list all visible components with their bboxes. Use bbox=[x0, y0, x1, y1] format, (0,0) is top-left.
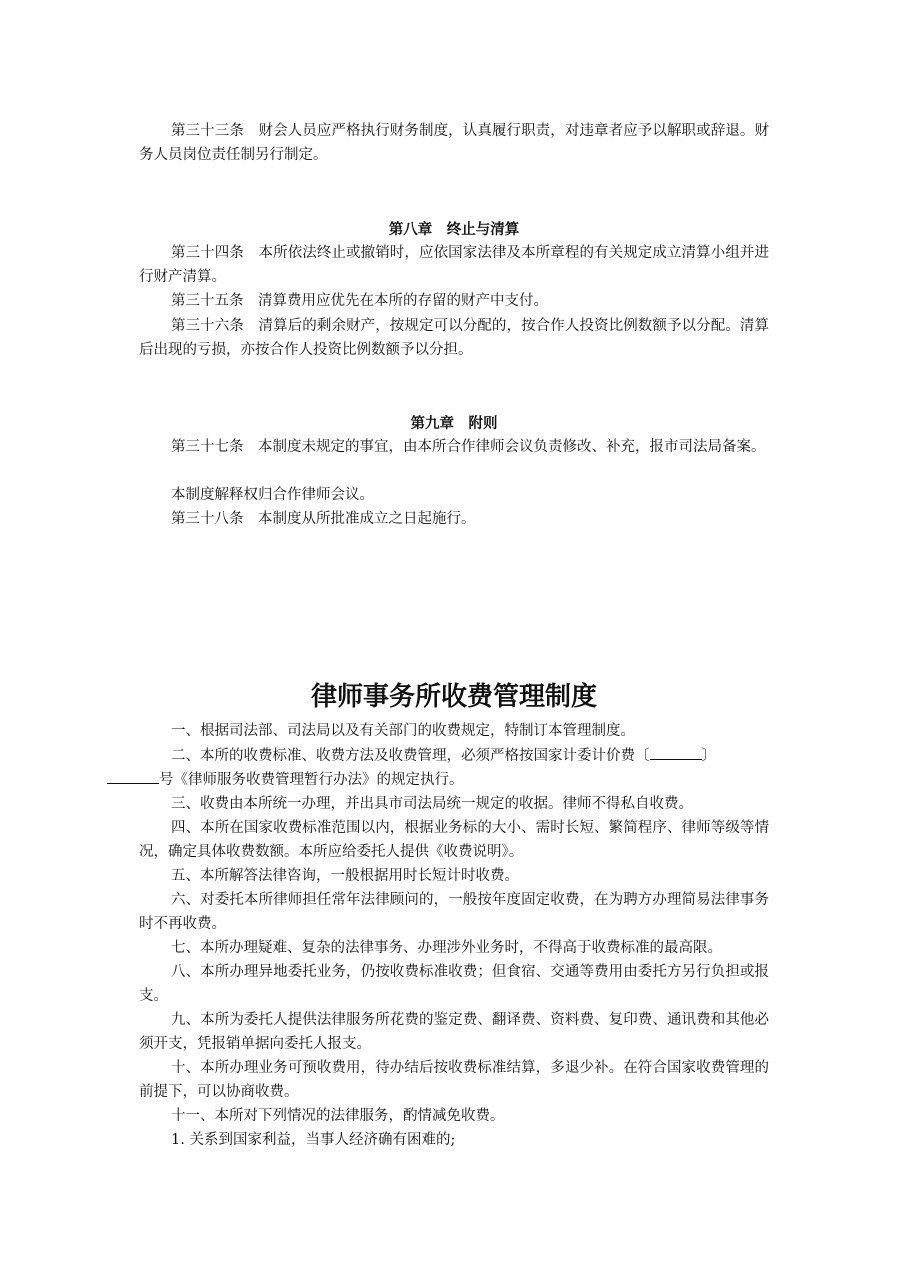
fee-clause-2-part-c: 号《律师服务收费管理暂行办法》的规定执行。 bbox=[159, 771, 464, 788]
fee-clause-2-part-b: 〕 bbox=[701, 748, 716, 764]
blank-line bbox=[107, 769, 159, 784]
fee-clause-5: 五、本所解答法律咨询，一般根据用时长短计时收费。 bbox=[171, 868, 519, 884]
fee-clause-8: 八、本所办理异地委托业务，仍按收费标准收费；但食宿、交通等费用由委托方另行负担或报支。 bbox=[139, 964, 769, 1004]
blank-line bbox=[650, 745, 702, 760]
chapter-8-title: 第八章 终止与清算 bbox=[388, 221, 520, 238]
fee-clause-3: 三、收费由本所统一办理，并出具市司法局统一规定的收据。律师不得私自收费。 bbox=[171, 796, 693, 812]
fee-clause-1: 一、根据司法部、司法局以及有关部门的收费规定，特制订本管理制度。 bbox=[171, 723, 635, 739]
fee-clause-7: 七、本所办理疑难、复杂的法律事务、办理涉外业务时，不得高于收费标准的最高限。 bbox=[171, 940, 722, 956]
article-34: 第三十四条 本所依法终止或撤销时，应依国家法律及本所章程的有关规定成立清算小组并进行财产清算。 bbox=[139, 245, 769, 285]
article-37: 第三十七条 本制度未规定的事宜，由本所合作律师会议负责修改、补充，报市司法局备案。 bbox=[171, 439, 766, 455]
article-35: 第三十五条 清算费用应优先在本所的存留的财产中支付。 bbox=[171, 293, 548, 309]
fee-policy-title: 律师事务所收费管理制度 bbox=[310, 682, 597, 712]
article-38: 第三十八条 本制度从所批准成立之日起施行。 bbox=[171, 511, 476, 527]
article-36: 第三十六条 清算后的剩余财产，按规定可以分配的，按合作人投资比例数额予以分配。清算后出现的亏损，亦按合作人投资比例数额予以分担。 bbox=[139, 318, 769, 358]
fee-clause-2 bbox=[139, 745, 769, 792]
fee-clause-6: 六、对委托本所律师担任常年法律顾问的，一般按年度固定收费，在为聘方办理简易法律事务时不再收费。 bbox=[139, 892, 769, 932]
article-33: 第三十三条 财会人员应严格执行财务制度，认真履行职责，对违章者应予以解职或辞退。财务人员岗位责任制另行制定。 bbox=[139, 123, 769, 163]
fee-clause-11-item-1: 1. 关系到国家利益，当事人经济确有困难的; bbox=[171, 1132, 456, 1148]
fee-clause-10: 十、本所办理业务可预收费用，待办结后按收费标准结算，多退少补。在符合国家收费管理的前提下，可以协商收费。 bbox=[139, 1060, 769, 1100]
fee-clause-2-part-a: 二、本所的收费标准、收费方法及收费管理，必须严格按国家计委计价费〔 bbox=[171, 748, 650, 764]
interpretation-note: 本制度解释权归合作律师会议。 bbox=[171, 487, 374, 503]
fee-clause-11: 十一、本所对下列情况的法律服务，酌情减免收费。 bbox=[171, 1108, 505, 1124]
fee-clause-9: 九、本所为委托人提供法律服务所花费的鉴定费、翻译费、资料费、复印费、通讯费和其他必须开支，凭报销单据向委托人报支。 bbox=[139, 1012, 769, 1052]
fee-clause-4: 四、本所在国家收费标准范围以内，根据业务标的大小、需时长短、繁简程序、律师等级等情况，确定具体收费数额。本所应给委托人提供《收费说明》。 bbox=[139, 820, 769, 860]
chapter-9-title: 第九章 附则 bbox=[410, 415, 498, 432]
